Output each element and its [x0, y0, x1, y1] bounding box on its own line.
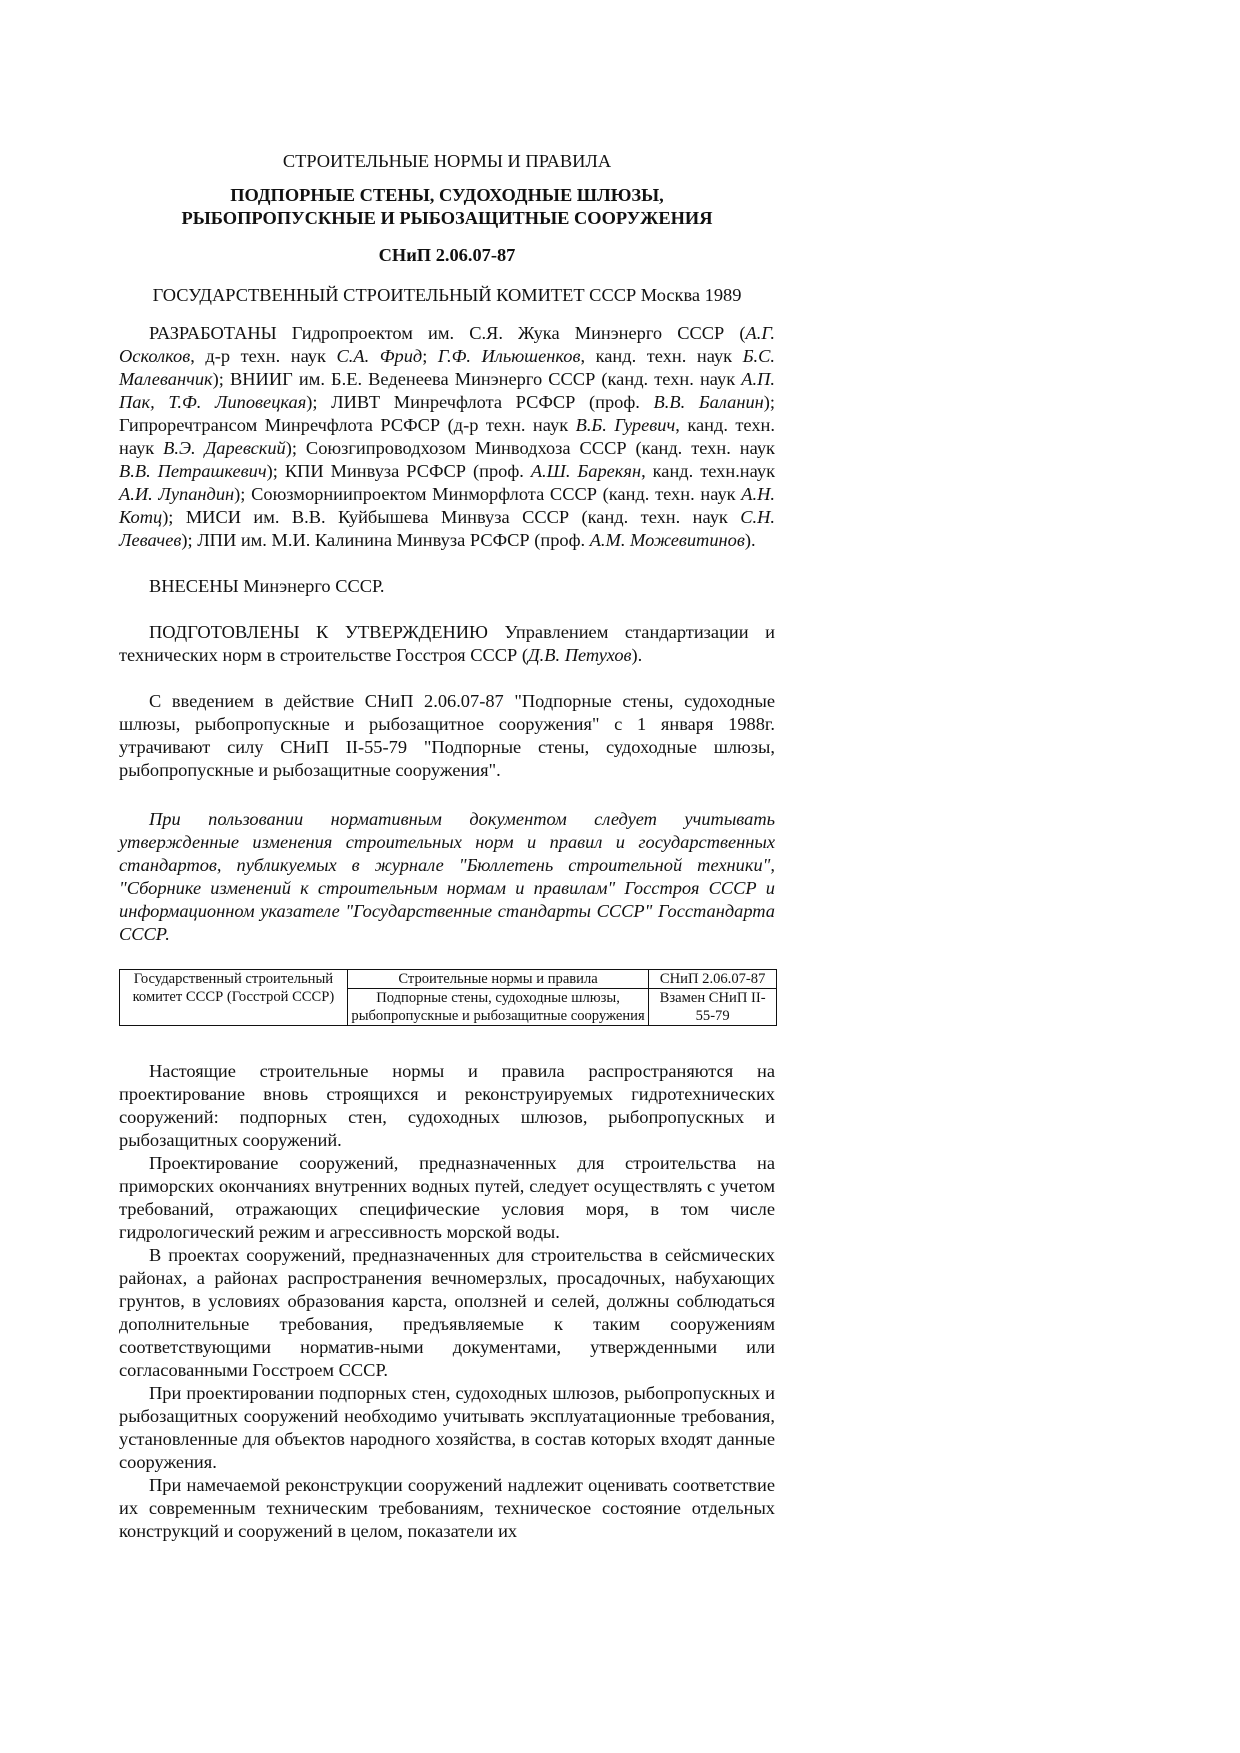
- document-info-table: [119, 969, 777, 1026]
- developers-text: ); Гипроречтрансом Минречфлота РСФСР (д-р техн. наук: [119, 392, 775, 435]
- developers-text: ); Союзгипроводхозом Минводхоза СССР (канд. техн. наук: [285, 438, 775, 458]
- developers-text: , канд. техн. наук: [119, 415, 775, 458]
- author-name: А.М. Можевитинов: [589, 530, 745, 550]
- replaces-paragraph: С введением в действие СНиП 2.06.07-87 "Подпорные стены, судоходные шлюзы, рыбопропускные и рыбозащитное сооружения" с 1 января 1988г. утрачивают силу СНиП II-55-79 "Подпорные стены, судоходные шлюзы, рыбопропускные и рыбозащитные сооружения".: [119, 691, 775, 780]
- prepared-text: ПОДГОТОВЛЕНЫ К УТВЕРЖДЕНИЮ Управлением стандартизации и технических норм в строительстве Госстроя СССР (: [119, 622, 775, 665]
- committee-cell: Государственный строительный комитет СССР (Госстрой СССР): [120, 970, 348, 1026]
- prepared-text: ).: [631, 645, 643, 665]
- author-name: А.И. Лупандин: [119, 484, 235, 504]
- developers-text: , канд. техн. наук: [580, 346, 743, 366]
- body-paragraph: При проектировании подпорных стен, судоходных шлюзов, рыбопропускных и рыбозащитных сооружений необходимо учитывать эксплуатационные требования, установленные для объектов народного хозяйства, в состав которых входят данные сооружения.: [119, 1383, 775, 1472]
- body-paragraph: В проектах сооружений, предназначенных для строительства в сейсмических районах, а районах распространения вечномерзлых, просадочных, набухающих грунтов, в условиях образования карста, оползней и селей, должны соблюдаться дополнительные требования, предъявляемые к таким сооружениям соответствующими норматив-ными документами, утвержденными или согласованными Госстроем СССР.: [119, 1245, 775, 1380]
- developers-text: , д-р техн. наук: [190, 346, 337, 366]
- replaces-cell: Взамен СНиП II-55-79: [649, 989, 777, 1026]
- author-name: А.Н. Котц: [119, 484, 776, 527]
- table-row: [120, 970, 777, 989]
- developers-text: ;: [422, 346, 438, 366]
- author-name: Б.С. Малеванчик: [119, 346, 775, 389]
- body-paragraph: При намечаемой реконструкции сооружений надлежит оценивать соответствие их современным техническим требованиям, техническое состояние отдельных конструкций и сооружений в целом, показатели их: [119, 1475, 775, 1541]
- doc-type-cell: Строительные нормы и правила: [347, 970, 648, 989]
- author-name: А.П. Пак, Т.Ф. Липовецкая: [119, 369, 775, 412]
- document-code: СНиП 2.06.07-87: [378, 245, 516, 265]
- developers-text: ); ЛИВТ Минречфлота РСФСР (проф.: [306, 392, 654, 412]
- author-name: А.Ш. Барекян: [530, 461, 642, 481]
- body-paragraph: Настоящие строительные нормы и правила распространяются на проектирование вновь строящихся и реконструируемых гидротехнических сооружений: подпорных стен, судоходных шлюзов, рыбопропускных и рыбозащитных сооружений.: [119, 1061, 775, 1150]
- developers-text: , канд. техн.наук: [641, 461, 775, 481]
- doc-title-cell: Подпорные стены, судоходные шлюзы, рыбопропускные и рыбозащитные сооружения: [347, 989, 648, 1026]
- author-name: В.В. Петрашкевич: [119, 461, 267, 481]
- developers-text: ).: [744, 530, 756, 550]
- doc-code-cell: СНиП 2.06.07-87: [649, 970, 777, 989]
- author-name: А.Г. Осколков: [119, 323, 775, 366]
- developers-text: ); Союзморниипроектом Минморфлота СССР (канд. техн. наук: [234, 484, 742, 504]
- developers-paragraph: [119, 322, 775, 552]
- author-name: В.Э. Даревский: [163, 438, 286, 458]
- author-name: С.Н. Левачев: [119, 507, 775, 550]
- developers-text: ); МИСИ им. В.В. Куйбышева Минвуза СССР (канд. техн. наук: [162, 507, 741, 527]
- author-name: В.В. Баланин: [653, 392, 764, 412]
- usage-note: При пользовании нормативным документом следует учитывать утвержденные изменения строительных норм и правил и государственных стандартов, публикуемых в журнале "Бюллетень строительной техники", "Сборнике изменений к строительным нормам и правилам" Госстроя СССР и информационном указателе "Государственные стандарты СССР" Госстандарта СССР.: [119, 809, 775, 944]
- author-name: С.А. Фрид: [336, 346, 423, 366]
- document-title-line-2: РЫБОПРОПУСКНЫЕ И РЫБОЗАЩИТНЫЕ СООРУЖЕНИЯ: [181, 208, 713, 228]
- developers-text: РАЗРАБОТАНЫ Гидропроектом им. С.Я. Жука Минэнерго СССР (: [149, 323, 746, 343]
- document-body: [119, 1060, 775, 1543]
- introduced-paragraph: ВНЕСЕНЫ Минэнерго СССР.: [149, 576, 385, 596]
- author-name: Д.В. Петухов: [527, 645, 632, 665]
- author-name: Г.Ф. Ильюшенков: [437, 346, 581, 366]
- document-series: СТРОИТЕЛЬНЫЕ НОРМЫ И ПРАВИЛА: [282, 151, 612, 171]
- publisher-line: ГОСУДАРСТВЕННЫЙ СТРОИТЕЛЬНЫЙ КОМИТЕТ СССР Москва 1989: [152, 285, 742, 305]
- developers-text: ); ВНИИГ им. Б.Е. Веденеева Минэнерго СССР (канд. техн. наук: [212, 369, 742, 389]
- prepared-paragraph: [119, 621, 775, 667]
- developers-text: ); ЛПИ им. М.И. Калинина Минвуза РСФСР (проф.: [181, 530, 590, 550]
- author-name: В.Б. Гуревич: [575, 415, 676, 435]
- document-page: [119, 150, 775, 1543]
- body-paragraph: Проектирование сооружений, предназначенных для строительства на приморских окончаниях внутренних водных путей, следует осуществлять с учетом требований, отражающих специфические условия моря, в том числе гидрологический режим и агрессивность морской воды.: [119, 1153, 775, 1242]
- document-title: [119, 184, 775, 230]
- document-title-line-1: ПОДПОРНЫЕ СТЕНЫ, СУДОХОДНЫЕ ШЛЮЗЫ,: [230, 185, 664, 205]
- developers-text: ); КПИ Минвуза РСФСР (проф.: [266, 461, 531, 481]
